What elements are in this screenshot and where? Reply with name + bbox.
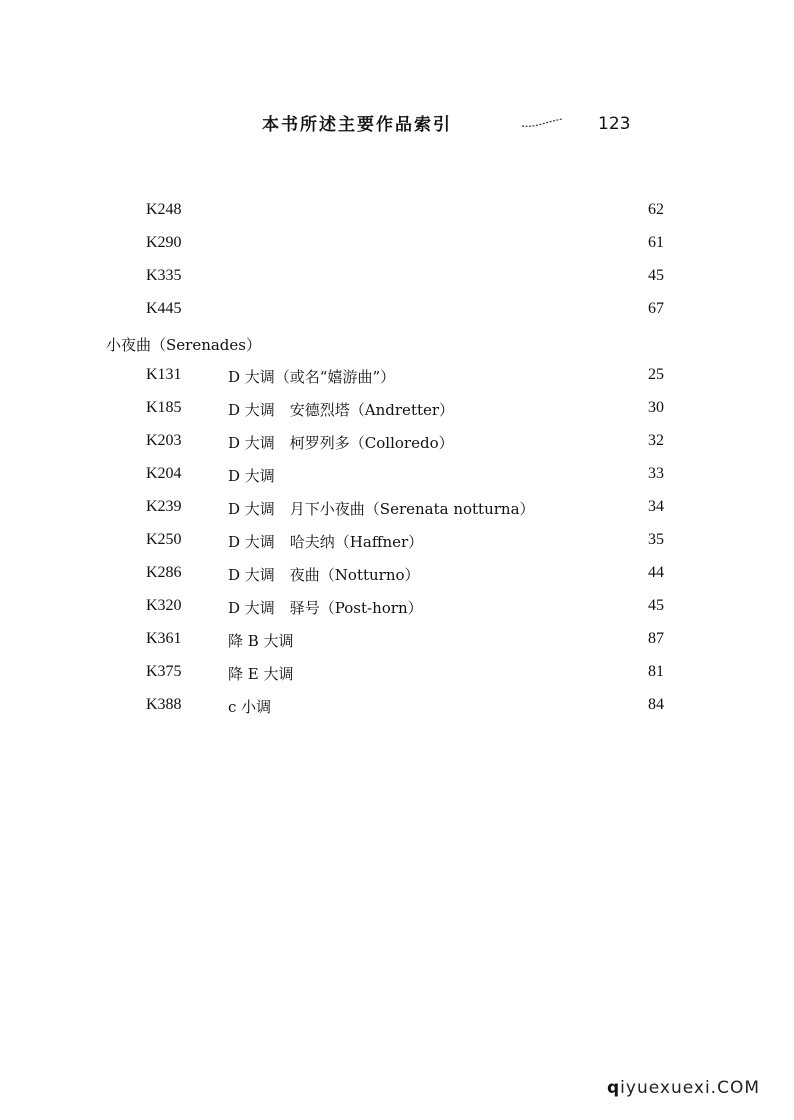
page-reference: 87 (648, 630, 664, 647)
index-row (0, 300, 794, 324)
decorative-scribble-icon (522, 118, 564, 128)
page-reference: 35 (648, 531, 664, 548)
work-code: K131 (146, 366, 182, 383)
index-row (0, 531, 794, 555)
q-logo-icon: q (607, 1078, 621, 1098)
index-row (0, 498, 794, 522)
work-description: D 大调（或名“嬉游曲”） (228, 368, 396, 386)
work-description: D 大调 月下小夜曲（Serenata notturna） (228, 500, 535, 518)
page-reference: 44 (648, 564, 664, 581)
page-reference: 62 (648, 201, 664, 218)
work-code: K250 (146, 531, 182, 548)
work-description: D 大调 哈夫纳（Haffner） (228, 533, 424, 551)
page-reference: 61 (648, 234, 664, 251)
page-number: 123 (598, 114, 631, 134)
work-code: K445 (146, 300, 182, 317)
watermark (607, 1078, 760, 1098)
index-row (0, 597, 794, 621)
work-description: 降 E 大调 (228, 665, 294, 683)
section-title-serenades: 小夜曲（Serenades） (106, 336, 261, 354)
index-row (0, 663, 794, 687)
work-code: K320 (146, 597, 182, 614)
index-row (0, 366, 794, 390)
watermark-text: iyuexuexi.COM (620, 1078, 760, 1098)
work-code: K185 (146, 399, 182, 416)
work-description: 降 B 大调 (228, 632, 294, 650)
page-reference: 25 (648, 366, 664, 383)
work-code: K375 (146, 663, 182, 680)
page-reference: 84 (648, 696, 664, 713)
index-row (0, 465, 794, 489)
work-code: K388 (146, 696, 182, 713)
work-code: K335 (146, 267, 182, 284)
work-description: D 大调 (228, 467, 275, 485)
index-header-title: 本书所述主要作品索引 (262, 115, 452, 135)
index-row (0, 201, 794, 225)
work-code: K239 (146, 498, 182, 515)
page-reference: 45 (648, 267, 664, 284)
work-code: K203 (146, 432, 182, 449)
work-description: D 大调 驿号（Post-horn） (228, 599, 423, 617)
page-reference: 45 (648, 597, 664, 614)
index-row (0, 564, 794, 588)
index-row (0, 630, 794, 654)
work-description: D 大调 柯罗列多（Colloredo） (228, 434, 454, 452)
work-description: c 小调 (228, 698, 272, 716)
work-code: K204 (146, 465, 182, 482)
index-row (0, 432, 794, 456)
index-row (0, 267, 794, 291)
work-code: K290 (146, 234, 182, 251)
index-row (0, 696, 794, 720)
work-description: D 大调 夜曲（Notturno） (228, 566, 420, 584)
page-reference: 67 (648, 300, 664, 317)
index-row (0, 234, 794, 258)
page-reference: 32 (648, 432, 664, 449)
work-code: K248 (146, 201, 182, 218)
page-reference: 81 (648, 663, 664, 680)
page-reference: 33 (648, 465, 664, 482)
work-code: K361 (146, 630, 182, 647)
work-description: D 大调 安德烈塔（Andretter） (228, 401, 455, 419)
work-code: K286 (146, 564, 182, 581)
page-reference: 30 (648, 399, 664, 416)
index-row (0, 399, 794, 423)
page-reference: 34 (648, 498, 664, 515)
